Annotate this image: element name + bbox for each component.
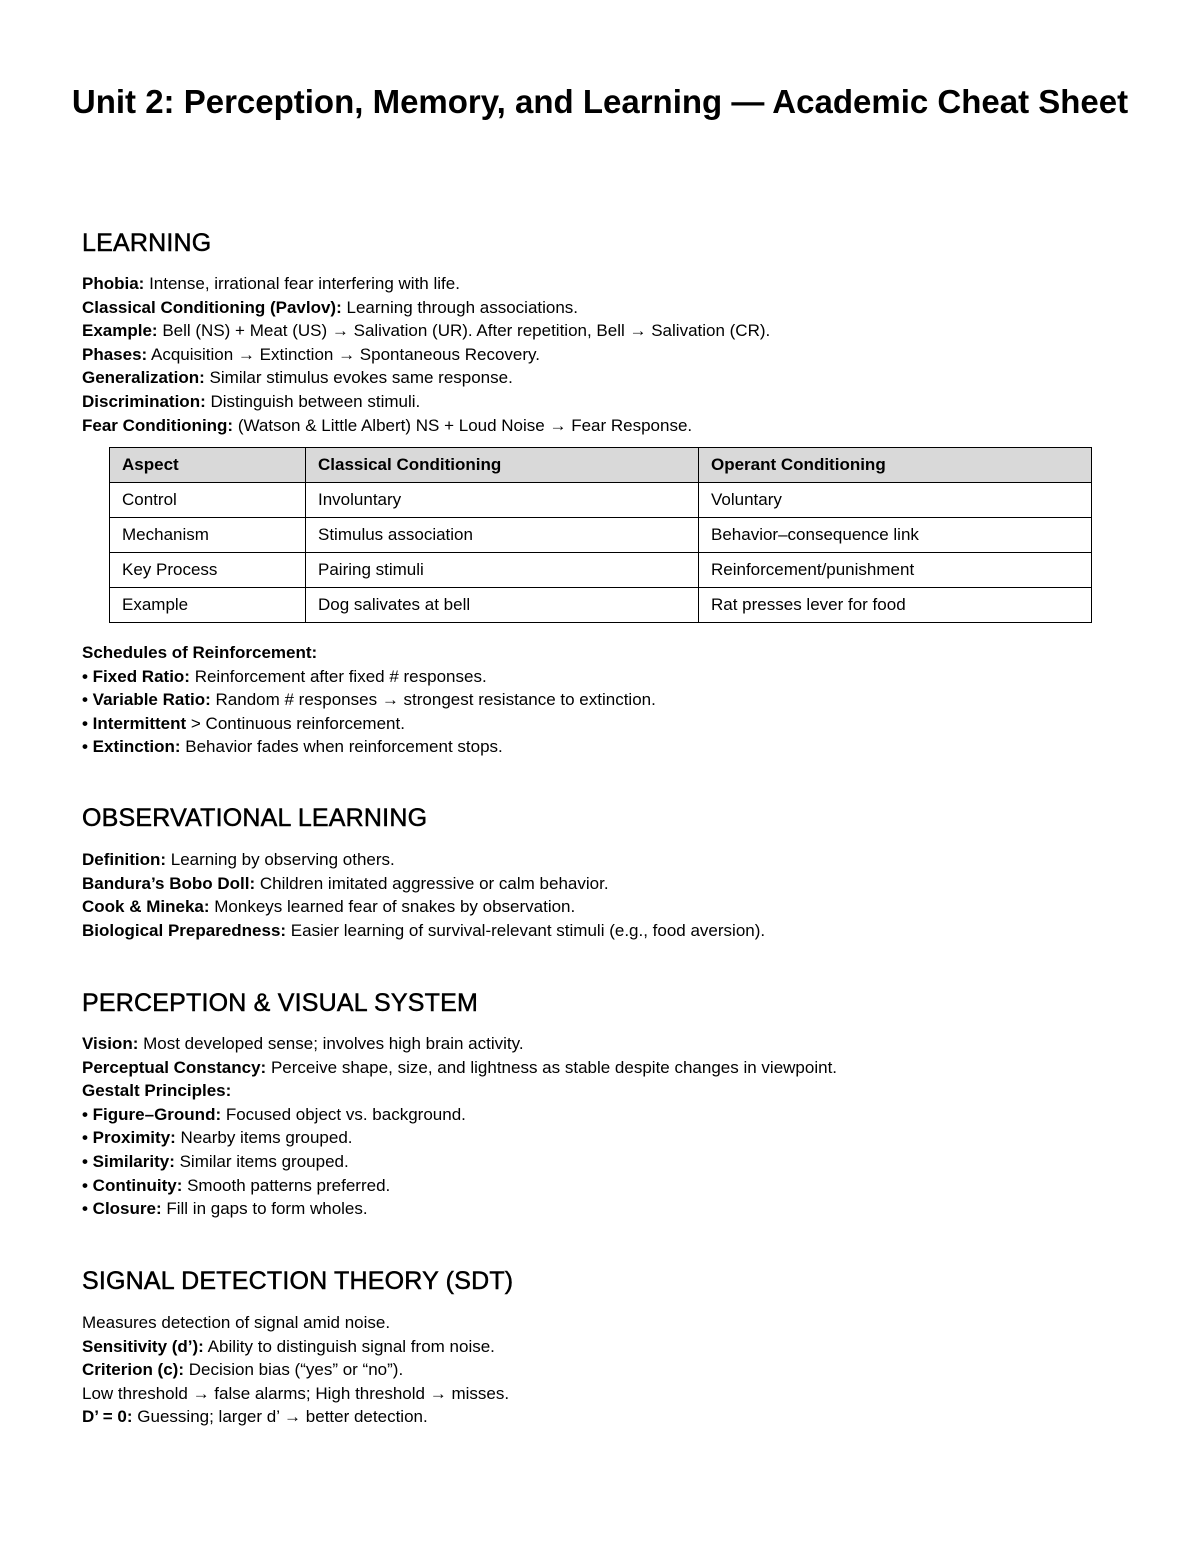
learning-line (82, 343, 1132, 367)
term-label: • Variable Ratio: (82, 690, 211, 710)
table-row (110, 483, 1092, 518)
term-label: Definition: (82, 850, 167, 869)
term-text: Learning through associations. (341, 297, 579, 317)
term-text: (Watson & Little Albert) NS + Loud Noise → Fear Response. (233, 415, 693, 435)
sdt-line (82, 1382, 1132, 1406)
observational-line (82, 848, 1132, 872)
learning-line (82, 296, 1132, 320)
learning-line (82, 390, 1132, 414)
perception-line (82, 1032, 1132, 1056)
sdt-line (82, 1405, 1132, 1429)
table-cell: Behavior–consequence link (699, 518, 1092, 553)
term-text: Distinguish between stimuli. (205, 391, 421, 411)
perception-line (82, 1197, 1132, 1221)
term-label: • Figure–Ground: (82, 1104, 222, 1124)
term-text: Measures detection of signal amid noise. (82, 1313, 391, 1332)
schedule-line (82, 712, 1132, 736)
term-text: Intense, irrational fear interfering with life. (144, 274, 460, 293)
learning-line (82, 414, 1132, 438)
term-label: Cook & Mineka: (82, 897, 210, 917)
term-text: Low threshold → false alarms; High threshold → misses. (82, 1383, 510, 1403)
term-label: Fear Conditioning: (82, 415, 234, 435)
term-text: Acquisition → Extinction → Spontaneous Recovery. (147, 344, 540, 364)
term-text: Decision bias (“yes” or “no”). (184, 1360, 404, 1380)
schedule-line (82, 735, 1132, 759)
term-text: Learning by observing others. (166, 850, 395, 869)
perception-line (82, 1056, 1132, 1080)
schedule-line (82, 688, 1132, 712)
schedules-list (82, 641, 1132, 759)
table-cell: Stimulus association (306, 518, 699, 553)
term-text: Similar items grouped. (174, 1151, 349, 1171)
table-cell: Reinforcement/punishment (699, 553, 1092, 588)
heading-perception: PERCEPTION & VISUAL SYSTEM (82, 989, 479, 1017)
term-label: • Closure: (82, 1199, 162, 1219)
term-label: Phases: (82, 344, 148, 364)
observational-line (82, 895, 1132, 919)
sdt-list (82, 1311, 1132, 1429)
perception-list (82, 1032, 1132, 1221)
schedule-line (82, 641, 1132, 665)
term-label: Example: (82, 321, 158, 341)
term-text: Focused object vs. background. (221, 1104, 466, 1124)
perception-line (82, 1126, 1132, 1150)
perception-line (82, 1103, 1132, 1127)
term-label: D’ = 0: (82, 1407, 133, 1427)
term-text: Most developed sense; involves high brain activity. (138, 1034, 524, 1053)
term-label: Sensitivity (d’): (82, 1336, 204, 1356)
perception-line (82, 1174, 1132, 1198)
conditioning-comparison-table (109, 447, 1092, 623)
term-text: Similar stimulus evokes same response. (204, 368, 513, 388)
term-text: Easier learning of survival-relevant stimuli (e.g., food aversion). (286, 920, 766, 940)
term-label: Biological Preparedness: (82, 920, 287, 940)
learning-line (82, 366, 1132, 390)
term-text: Guessing; larger d’ → better detection. (132, 1407, 428, 1427)
term-label: Schedules of Reinforcement: (82, 643, 318, 662)
term-label: Discrimination: (82, 391, 206, 411)
heading-learning: LEARNING (82, 229, 212, 257)
observational-line (82, 872, 1132, 896)
sdt-line (82, 1311, 1132, 1335)
term-text: Children imitated aggressive or calm behavior. (255, 873, 609, 893)
heading-observational-learning: OBSERVATIONAL LEARNING (82, 804, 428, 832)
observational-line (82, 919, 1132, 943)
term-label: Gestalt Principles: (82, 1081, 232, 1101)
table-cell: Example (110, 588, 306, 623)
table-row (110, 588, 1092, 623)
table-cell: Control (110, 483, 306, 518)
table-cell: Pairing stimuli (306, 553, 699, 588)
term-label: Criterion (c): (82, 1360, 184, 1380)
term-label: Bandura’s Bobo Doll: (82, 873, 256, 893)
term-text: Ability to distinguish signal from noise. (203, 1336, 495, 1356)
term-label: • Intermittent (82, 713, 187, 733)
table-row (110, 553, 1092, 588)
term-label: • Continuity: (82, 1175, 183, 1195)
term-text: Monkeys learned fear of snakes by observation. (209, 897, 576, 917)
term-text: Nearby items grouped. (175, 1128, 353, 1148)
table-cell: Key Process (110, 553, 306, 588)
term-label: Perceptual Constancy: (82, 1057, 267, 1077)
term-label: • Proximity: (82, 1128, 176, 1148)
table-cell: Involuntary (306, 483, 699, 518)
table-header-row (110, 448, 1092, 483)
learning-line (82, 319, 1132, 343)
table-cell: Mechanism (110, 518, 306, 553)
term-label: • Fixed Ratio: (82, 666, 190, 686)
term-label: Generalization: (82, 368, 205, 388)
table-row (110, 518, 1092, 553)
table-cell: Dog salivates at bell (306, 588, 699, 623)
table-cell: Rat presses lever for food (699, 588, 1092, 623)
term-text: > Continuous reinforcement. (186, 713, 405, 733)
perception-line (82, 1150, 1132, 1174)
table-cell: Voluntary (699, 483, 1092, 518)
term-text: Behavior fades when reinforcement stops. (180, 737, 503, 757)
page-title: Unit 2: Perception, Memory, and Learning — Academic Cheat Sheet (71, 83, 1129, 120)
term-label: • Extinction: (82, 737, 181, 757)
heading-signal-detection-theory: SIGNAL DETECTION THEORY (SDT) (82, 1267, 514, 1295)
perception-line (82, 1079, 1132, 1103)
term-text: Smooth patterns preferred. (182, 1175, 391, 1195)
observational-list (82, 848, 1132, 942)
schedule-line (82, 665, 1132, 689)
term-label: • Similarity: (82, 1151, 175, 1171)
term-text: Bell (NS) + Meat (US) → Salivation (UR). After repetition, Bell → Salivation (CR). (157, 321, 771, 341)
table-header-cell: Operant Conditioning (699, 448, 1092, 483)
learning-line (82, 272, 1132, 296)
term-label: Classical Conditioning (Pavlov): (82, 297, 342, 317)
term-text: Perceive shape, size, and lightness as stable despite changes in viewpoint. (266, 1057, 838, 1077)
table-header-cell: Classical Conditioning (306, 448, 699, 483)
learning-list (82, 272, 1132, 437)
sdt-line (82, 1358, 1132, 1382)
term-text: Random # responses → strongest resistance to extinction. (210, 690, 656, 710)
term-text: Fill in gaps to form wholes. (161, 1199, 368, 1219)
sdt-line (82, 1335, 1132, 1359)
table-header-cell: Aspect (110, 448, 306, 483)
term-label: Vision: (82, 1034, 139, 1053)
term-text: Reinforcement after fixed # responses. (189, 666, 487, 686)
term-label: Phobia: (82, 274, 145, 293)
